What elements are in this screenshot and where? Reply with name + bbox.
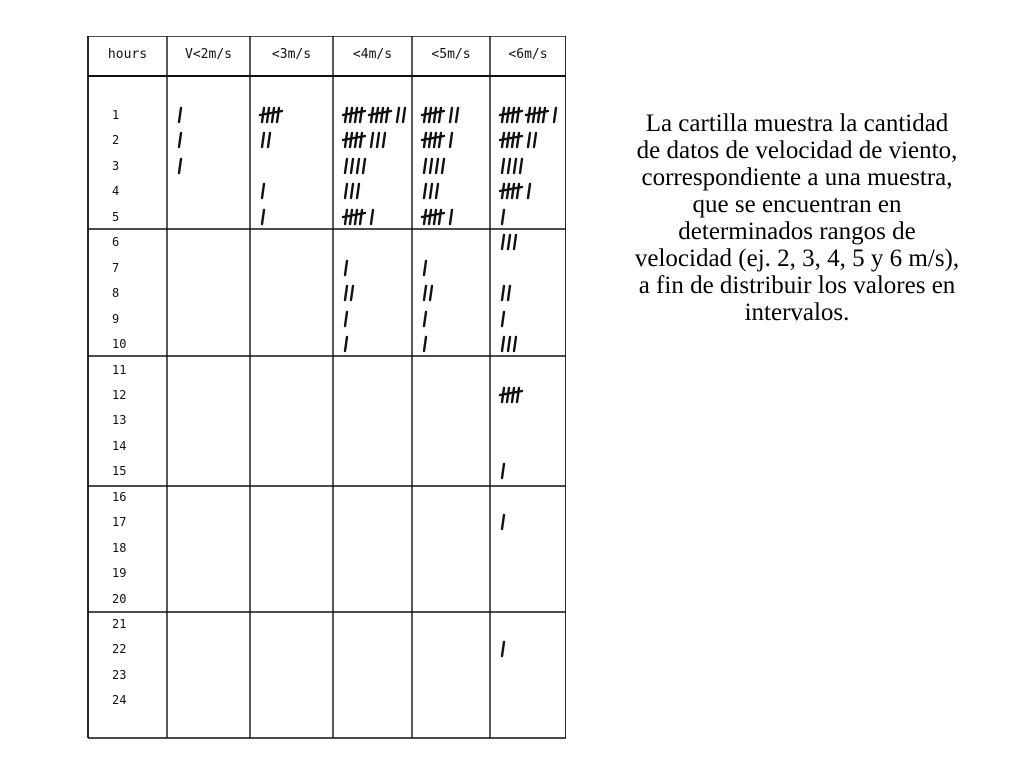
tally-mark bbox=[500, 282, 518, 304]
tally-mark bbox=[500, 155, 530, 177]
hour-label: 9 bbox=[112, 311, 120, 326]
hour-label: 7 bbox=[112, 260, 120, 275]
tally-mark bbox=[422, 308, 434, 330]
hour-label: 19 bbox=[112, 566, 127, 581]
column-header: <4m/s bbox=[352, 46, 393, 62]
hour-label: 4 bbox=[112, 184, 120, 199]
column-header: <3m/s bbox=[271, 46, 312, 62]
tally-mark bbox=[422, 206, 460, 228]
tally-mark bbox=[343, 333, 355, 355]
tally-mark bbox=[343, 257, 355, 279]
tally-mark bbox=[343, 282, 361, 304]
hour-label: 17 bbox=[112, 515, 127, 530]
hour-label: 24 bbox=[112, 693, 127, 708]
hour-label: 20 bbox=[112, 591, 127, 606]
hour-label: 8 bbox=[112, 286, 120, 301]
tally-mark bbox=[422, 180, 446, 202]
tally-mark bbox=[500, 333, 524, 355]
tally-mark bbox=[422, 282, 440, 304]
hour-label: 3 bbox=[112, 158, 120, 173]
hour-label: 6 bbox=[112, 235, 120, 250]
tally-mark bbox=[422, 257, 434, 279]
column-header: <6m/s bbox=[508, 46, 548, 62]
tally-mark bbox=[500, 104, 564, 126]
tally-mark bbox=[343, 206, 381, 228]
tally-mark bbox=[260, 206, 272, 228]
tally-mark bbox=[500, 308, 512, 330]
hour-label: 22 bbox=[112, 642, 127, 657]
hour-label: 18 bbox=[112, 540, 127, 555]
hour-label: 11 bbox=[112, 362, 127, 377]
tally-mark bbox=[500, 460, 512, 482]
tally-mark bbox=[500, 180, 538, 202]
column-header: hours bbox=[107, 46, 148, 62]
tally-mark bbox=[500, 638, 512, 660]
hour-label: 1 bbox=[112, 108, 120, 122]
hour-label: 16 bbox=[112, 489, 127, 504]
caption-text: La cartilla muestra la cantidad de datos de velocidad de viento, correspondiente a una muestra, que se encuentran en determinados rangos de velocidad (ej. 2, 3, 4, 5 y 6 m/s), a fin de distribuir los valores en intervalos. bbox=[634, 110, 960, 326]
tally-mark bbox=[422, 155, 452, 177]
tally-mark bbox=[343, 180, 367, 202]
column-header: V<2m/s bbox=[185, 46, 232, 62]
hour-label: 13 bbox=[112, 413, 127, 428]
tally-mark bbox=[343, 308, 355, 330]
hour-label: 5 bbox=[112, 209, 120, 224]
tally-mark bbox=[177, 104, 189, 126]
tally-mark bbox=[260, 104, 292, 126]
tally-mark bbox=[500, 384, 532, 406]
tally-mark bbox=[177, 129, 189, 151]
wind-speed-tally-sheet bbox=[86, 36, 566, 740]
hour-label: 15 bbox=[112, 464, 127, 479]
hour-label: 12 bbox=[112, 387, 127, 402]
tally-mark bbox=[343, 155, 373, 177]
tally-mark bbox=[422, 104, 466, 126]
tally-mark bbox=[343, 104, 413, 126]
hour-label: 10 bbox=[112, 337, 127, 352]
hour-label: 23 bbox=[112, 667, 127, 682]
tally-mark bbox=[260, 129, 278, 151]
tally-mark bbox=[422, 333, 434, 355]
tally-mark bbox=[260, 180, 272, 202]
tally-mark bbox=[500, 231, 524, 253]
table-grid bbox=[86, 36, 566, 740]
hour-label: 14 bbox=[112, 438, 127, 453]
tally-mark bbox=[422, 129, 460, 151]
tally-mark bbox=[500, 206, 512, 228]
tally-mark bbox=[500, 129, 544, 151]
tally-mark bbox=[500, 511, 512, 533]
hour-label: 21 bbox=[112, 617, 127, 631]
tally-mark bbox=[343, 129, 393, 151]
column-header: <5m/s bbox=[431, 46, 471, 62]
hour-label: 2 bbox=[112, 133, 120, 148]
tally-mark bbox=[177, 155, 189, 177]
